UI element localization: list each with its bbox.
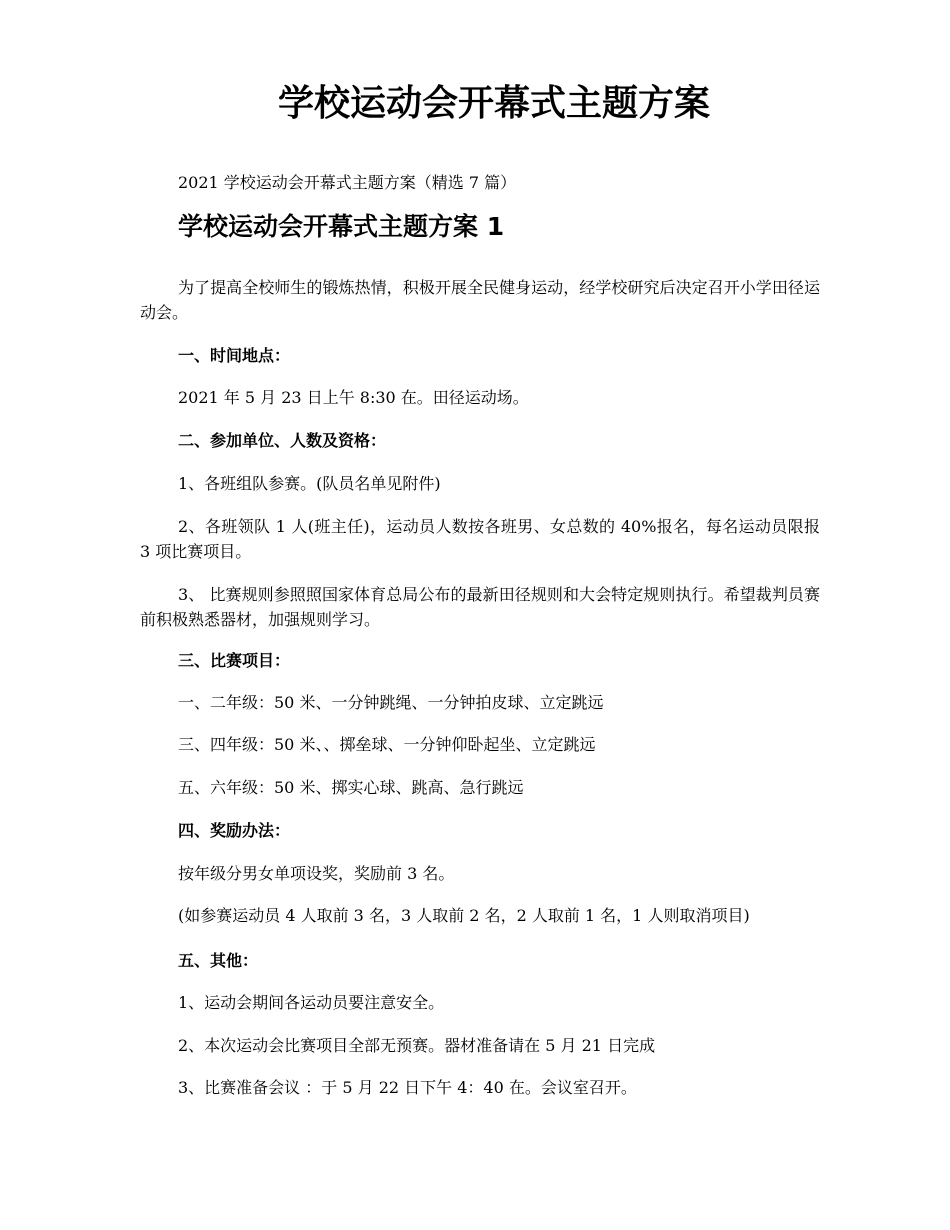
awards-item-2: (如参赛运动员 4 人取前 3 名，3 人取前 2 名，2 人取前 1 名，1 人则取消项目) [178, 906, 750, 925]
intro-paragraph: 为了提高全校师生的锻炼热情，积极开展全民健身运动，经学校研究后决定召开小学田径运动会。 [140, 278, 820, 322]
heading-other: 五、其他： [178, 951, 259, 970]
section-heading: 学校运动会开幕式主题方案 1 [178, 212, 505, 241]
heading-awards: 四、奖励办法： [178, 821, 291, 840]
document-subtitle: 2021 学校运动会开幕式主题方案（精选 7 篇） [178, 173, 517, 192]
events-item-3: 五、六年级：50 米、掷实心球、跳高、急行跳远 [178, 778, 524, 797]
heading-time-place: 一、时间地点： [178, 346, 291, 365]
other-item-3: 3、比赛准备会议 ：于 5 月 22 日下午 4：40 在。会议室召开。 [178, 1078, 637, 1097]
heading-participants: 二、参加单位、人数及资格： [178, 431, 387, 450]
participants-item-3: 3、 比赛规则参照照国家体育总局公布的最新田径规则和大会特定规则执行。希望裁判员赛前积极熟悉器材，加强规则学习。 [140, 585, 820, 629]
other-item-2: 2、本次运动会比赛项目全部无预赛。器材准备请在 5 月 21 日完成 [178, 1036, 656, 1055]
participants-item-1: 1、各班组队参赛。(队员名单见附件) [178, 474, 441, 493]
participants-item-2: 2、各班领队 1 人(班主任)，运动员人数按各班男、女总数的 40%报名，每名运动员限报 3 项比赛项目。 [140, 517, 820, 561]
document-title: 学校运动会开幕式主题方案 [277, 83, 710, 124]
other-item-1: 1、运动会期间各运动员要注意安全。 [178, 993, 445, 1012]
time-place-text: 2021 年 5 月 23 日上午 8:30 在。田径运动场。 [178, 388, 529, 407]
events-item-2: 三、四年级：50 米、、掷垒球、一分钟仰卧起坐、立定跳远 [178, 735, 596, 754]
events-item-1: 一、二年级：50 米、一分钟跳绳、一分钟拍皮球、立定跳远 [178, 693, 604, 712]
awards-item-1: 按年级分男女单项设奖，奖励前 3 名。 [178, 864, 455, 883]
heading-events: 三、比赛项目： [178, 651, 291, 670]
